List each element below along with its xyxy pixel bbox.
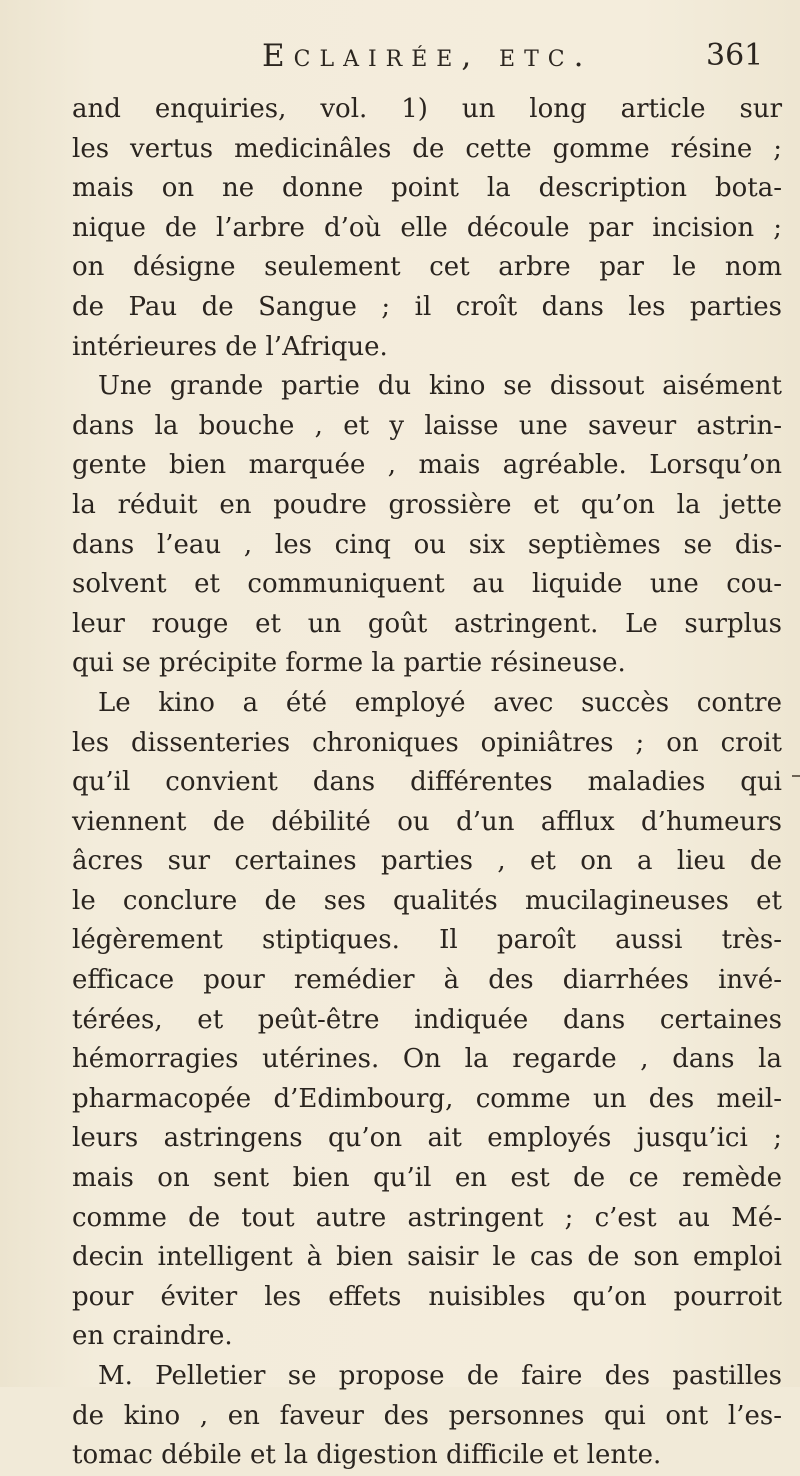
text-line: efficace pour remédier à des diarrhées invé-: [72, 965, 782, 996]
text-line: on désigne seulement cet arbre par le nom: [72, 252, 782, 283]
text-line: gente bien marquée , mais agréable. Lorsqu’on: [72, 450, 782, 481]
text-line: mais on sent bien qu’il en est de ce remède: [72, 1163, 782, 1194]
text-line: solvent et communiquent au liquide une cou-: [72, 569, 782, 600]
text-line: dans la bouche , et y laisse une saveur astrin-: [72, 410, 782, 441]
text-line: viennent de débilité ou d’un afflux d’humeurs: [72, 806, 782, 837]
page-number: 361: [706, 38, 764, 73]
text-line: and enquiries, vol. 1) un long article sur: [72, 94, 782, 124]
text-line: la réduit en poudre grossière et qu’on la jette: [72, 489, 782, 520]
text-line: nique de l’arbre d’où elle découle par incision ;: [72, 212, 782, 243]
text-line: légèrement stiptiques. Il paroît aussi très-: [72, 925, 782, 956]
text-line: decin intelligent à bien saisir le cas de son emploi: [72, 1242, 782, 1273]
text-line: pharmacopée d’Edimbourg, comme un des meil-: [72, 1083, 782, 1114]
body-text: [72, 90, 782, 1476]
text-line: térées, et peût-être indiquée dans certaines: [72, 1004, 782, 1035]
text-line: de Pau de Sangue ; il croît dans les parties: [72, 291, 782, 322]
text-line: les vertus medicinâles de cette gomme résine ;: [72, 133, 782, 164]
text-line: hémorragies utérines. On la regarde , dans la: [72, 1044, 782, 1075]
text-line: en craindre.: [72, 1321, 233, 1352]
running-head: Eclairée, etc.: [262, 38, 593, 74]
text-line: les dissenteries chroniques opiniâtres ; on croit: [72, 727, 782, 758]
paragraph-start-line: Une grande partie du kino se dissout aisément: [98, 371, 782, 402]
text-line: qui se précipite forme la partie résineuse.: [72, 648, 626, 679]
text-line: de kino , en faveur des personnes qui ont l’es-: [72, 1400, 782, 1431]
text-line: âcres sur certaines parties , et on a lieu de: [72, 846, 782, 877]
text-line: tomac débile et la digestion difficile et lente.: [72, 1440, 662, 1471]
paragraph-start-line: Le kino a été employé avec succès contre: [98, 687, 782, 718]
text-line: mais on ne donne point la description bota-: [72, 173, 782, 204]
text-line: leur rouge et un goût astringent. Le surplus: [72, 608, 782, 639]
page-header: [0, 38, 800, 80]
margin-mark: [792, 775, 800, 777]
text-line: pour éviter les effets nuisibles qu’on pourroit: [72, 1281, 782, 1312]
text-line: le conclure de ses qualités mucilagineuses et: [72, 885, 782, 916]
paragraph-start-line: M. Pelletier se propose de faire des pastilles: [98, 1361, 782, 1391]
text-line: dans l’eau , les cinq ou six septièmes se dis-: [72, 529, 782, 560]
text-line: qu’il convient dans différentes maladies qui: [72, 767, 782, 798]
text-line: leurs astringens qu’on ait employés jusqu’ici ;: [72, 1123, 782, 1154]
text-line: comme de tout autre astringent ; c’est au Mé-: [72, 1202, 782, 1233]
text-line: intérieures de l’Afrique.: [72, 331, 388, 362]
